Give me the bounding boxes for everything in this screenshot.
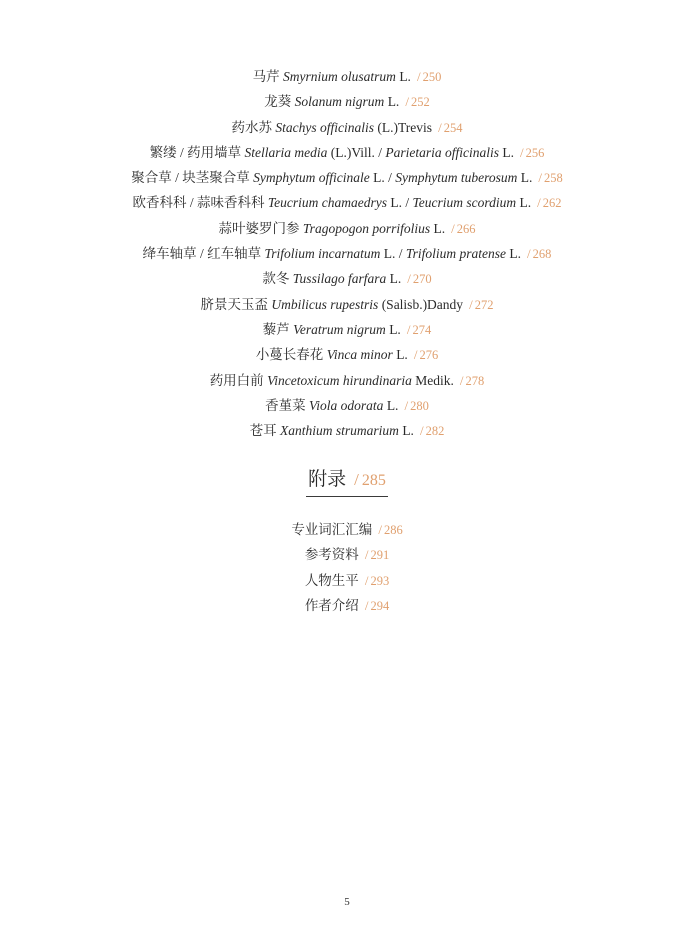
author-citation: L.	[430, 220, 446, 236]
scientific-name-secondary: Trifolium pratense	[405, 246, 507, 262]
chinese-name: 款冬	[262, 271, 293, 287]
scientific-name: Tragopogon porrifolius	[302, 220, 431, 236]
author-citation: L.	[385, 321, 401, 337]
page-separator: /	[354, 470, 359, 489]
entry-page-number: 280	[410, 398, 429, 413]
page-separator: /	[364, 597, 369, 613]
scientific-name: Vinca minor	[326, 347, 393, 363]
page-separator: /	[419, 423, 424, 439]
scientific-name: Symphytum officinale	[253, 170, 370, 186]
scientific-name: Viola odorata	[309, 397, 384, 413]
page-separator: /	[364, 572, 369, 588]
author-citation: (L.)Trevis	[374, 119, 433, 135]
page-separator: /	[451, 220, 455, 236]
chinese-name: 药用白前	[209, 372, 268, 388]
scientific-name: Veratrum nigrum	[293, 321, 386, 337]
chinese-name: 绛车轴草 / 红车轴草	[142, 246, 265, 262]
author-citation: L.	[395, 69, 411, 84]
appendix-entry-page-number: 291	[370, 548, 390, 563]
page-separator: /	[413, 347, 418, 363]
author-citation: L.	[398, 423, 414, 439]
toc-entry[interactable]	[0, 342, 694, 367]
scientific-name: Teucrium chamaedrys	[267, 195, 387, 211]
page-separator: /	[364, 547, 369, 563]
toc-entry[interactable]	[0, 292, 694, 317]
entry-page-number: 268	[532, 247, 552, 262]
scientific-name: Trifolium incarnatum	[264, 246, 381, 262]
page-separator: /	[538, 170, 542, 186]
chinese-name: 繁缕 / 药用墙草	[149, 144, 245, 160]
toc-entry[interactable]	[0, 64, 694, 89]
author-citation: Medik.	[411, 372, 454, 388]
appendix-page-number: 285	[361, 472, 386, 489]
author-citation-secondary: L.	[516, 195, 532, 211]
entry-page-number: 254	[443, 120, 463, 135]
author-citation: L. /	[387, 195, 413, 211]
entry-page-number: 266	[456, 221, 476, 236]
author-citation-secondary: L.	[517, 170, 533, 186]
appendix-title-block[interactable]	[306, 466, 388, 497]
author-citation: L. /	[369, 170, 396, 186]
page-separator: /	[378, 522, 382, 537]
page-separator: /	[469, 296, 473, 312]
chinese-name: 龙葵	[264, 94, 295, 110]
author-citation: L. /	[380, 246, 406, 262]
toc-entry[interactable]	[0, 418, 694, 443]
author-citation-secondary: L.	[499, 144, 515, 160]
toc-entry[interactable]	[0, 266, 694, 291]
appendix-list	[0, 517, 694, 618]
toc-entry[interactable]	[0, 317, 694, 342]
toc-entry[interactable]	[0, 165, 694, 190]
scientific-name: Xanthium strumarium	[280, 423, 399, 439]
page-separator: /	[407, 271, 411, 287]
chinese-name: 苍耳	[249, 423, 281, 439]
page-separator: /	[459, 372, 464, 388]
entry-page-number: 262	[542, 196, 562, 211]
entry-page-number: 250	[422, 70, 442, 84]
appendix-entry-page-number: 286	[383, 523, 403, 537]
appendix-entry-label: 参考资料	[304, 547, 359, 563]
page-separator: /	[527, 246, 531, 262]
scientific-name-secondary: Teucrium scordium	[412, 195, 517, 211]
appendix-entry-page-number: 293	[370, 573, 390, 588]
page-separator: /	[405, 94, 409, 110]
scientific-name: Solanum nigrum	[294, 94, 385, 110]
author-citation: L.	[386, 271, 402, 287]
entry-page-number: 272	[474, 297, 494, 312]
scientific-name: Stachys officinalis	[275, 119, 375, 135]
toc-entry[interactable]	[0, 190, 694, 215]
author-citation: (Salisb.)Dandy	[378, 296, 464, 312]
toc-entry[interactable]	[0, 241, 694, 266]
toc-list	[0, 64, 694, 443]
appendix-entry-label: 人物生平	[304, 572, 359, 588]
page-number: 5	[344, 896, 350, 908]
author-citation: L.	[384, 94, 400, 110]
author-citation: L.	[383, 397, 399, 413]
appendix-entry[interactable]	[0, 568, 694, 593]
entry-page-number: 278	[465, 373, 485, 388]
author-citation: (L.)Vill. /	[327, 144, 386, 160]
appendix-entry[interactable]	[0, 542, 694, 567]
chinese-name: 药水苏	[231, 119, 276, 135]
toc-entry[interactable]	[0, 140, 694, 165]
chinese-name: 蒜叶婆罗门参	[218, 220, 303, 236]
author-citation-secondary: L.	[506, 246, 522, 262]
author-citation: L.	[392, 347, 408, 363]
toc-entry[interactable]	[0, 216, 694, 241]
page-separator: /	[406, 321, 411, 337]
entry-page-number: 274	[412, 322, 432, 337]
appendix-entry-label: 专业词汇汇编	[291, 522, 373, 537]
page-separator: /	[520, 144, 524, 160]
chinese-name: 欧香科科 / 蒜味香科科	[132, 195, 268, 211]
entry-page-number: 276	[419, 348, 439, 363]
page-separator: /	[404, 397, 409, 413]
scientific-name: Smyrnium olusatrum	[283, 69, 396, 84]
scientific-name: Tussilago farfara	[292, 271, 387, 287]
appendix-entry-label: 作者介绍	[304, 597, 359, 613]
chinese-name: 马芹	[252, 69, 284, 84]
entry-page-number: 256	[525, 145, 545, 160]
entry-page-number: 282	[425, 424, 445, 439]
appendix-entry[interactable]	[0, 517, 694, 542]
scientific-name: Umbilicus rupestris	[271, 296, 379, 312]
toc-entry[interactable]	[0, 115, 694, 140]
appendix-entry[interactable]	[0, 593, 694, 618]
toc-entry[interactable]	[0, 393, 694, 418]
scientific-name: Stellaria media	[244, 144, 328, 160]
chinese-name: 香堇菜	[265, 397, 310, 413]
appendix-heading	[0, 466, 694, 497]
toc-entry[interactable]	[0, 368, 694, 393]
entry-page-number: 252	[410, 95, 430, 110]
page-separator: /	[438, 119, 442, 135]
page-separator: /	[537, 195, 541, 211]
toc-entry[interactable]	[0, 89, 694, 114]
scientific-name: Vincetoxicum hirundinaria	[267, 372, 412, 388]
chinese-name: 小蔓长春花	[255, 347, 327, 363]
page-separator: /	[416, 69, 421, 84]
chinese-name: 聚合草 / 块茎聚合草	[131, 170, 254, 186]
scientific-name-secondary: Parietaria officinalis	[385, 144, 500, 160]
chinese-name: 藜芦	[262, 321, 294, 337]
scientific-name-secondary: Symphytum tuberosum	[395, 170, 518, 186]
entry-page-number: 258	[543, 171, 563, 186]
chinese-name: 脐景天玉盃	[200, 296, 272, 312]
appendix-title: 附录	[308, 469, 347, 490]
entry-page-number: 270	[412, 272, 432, 287]
appendix-entry-page-number: 294	[370, 598, 390, 613]
